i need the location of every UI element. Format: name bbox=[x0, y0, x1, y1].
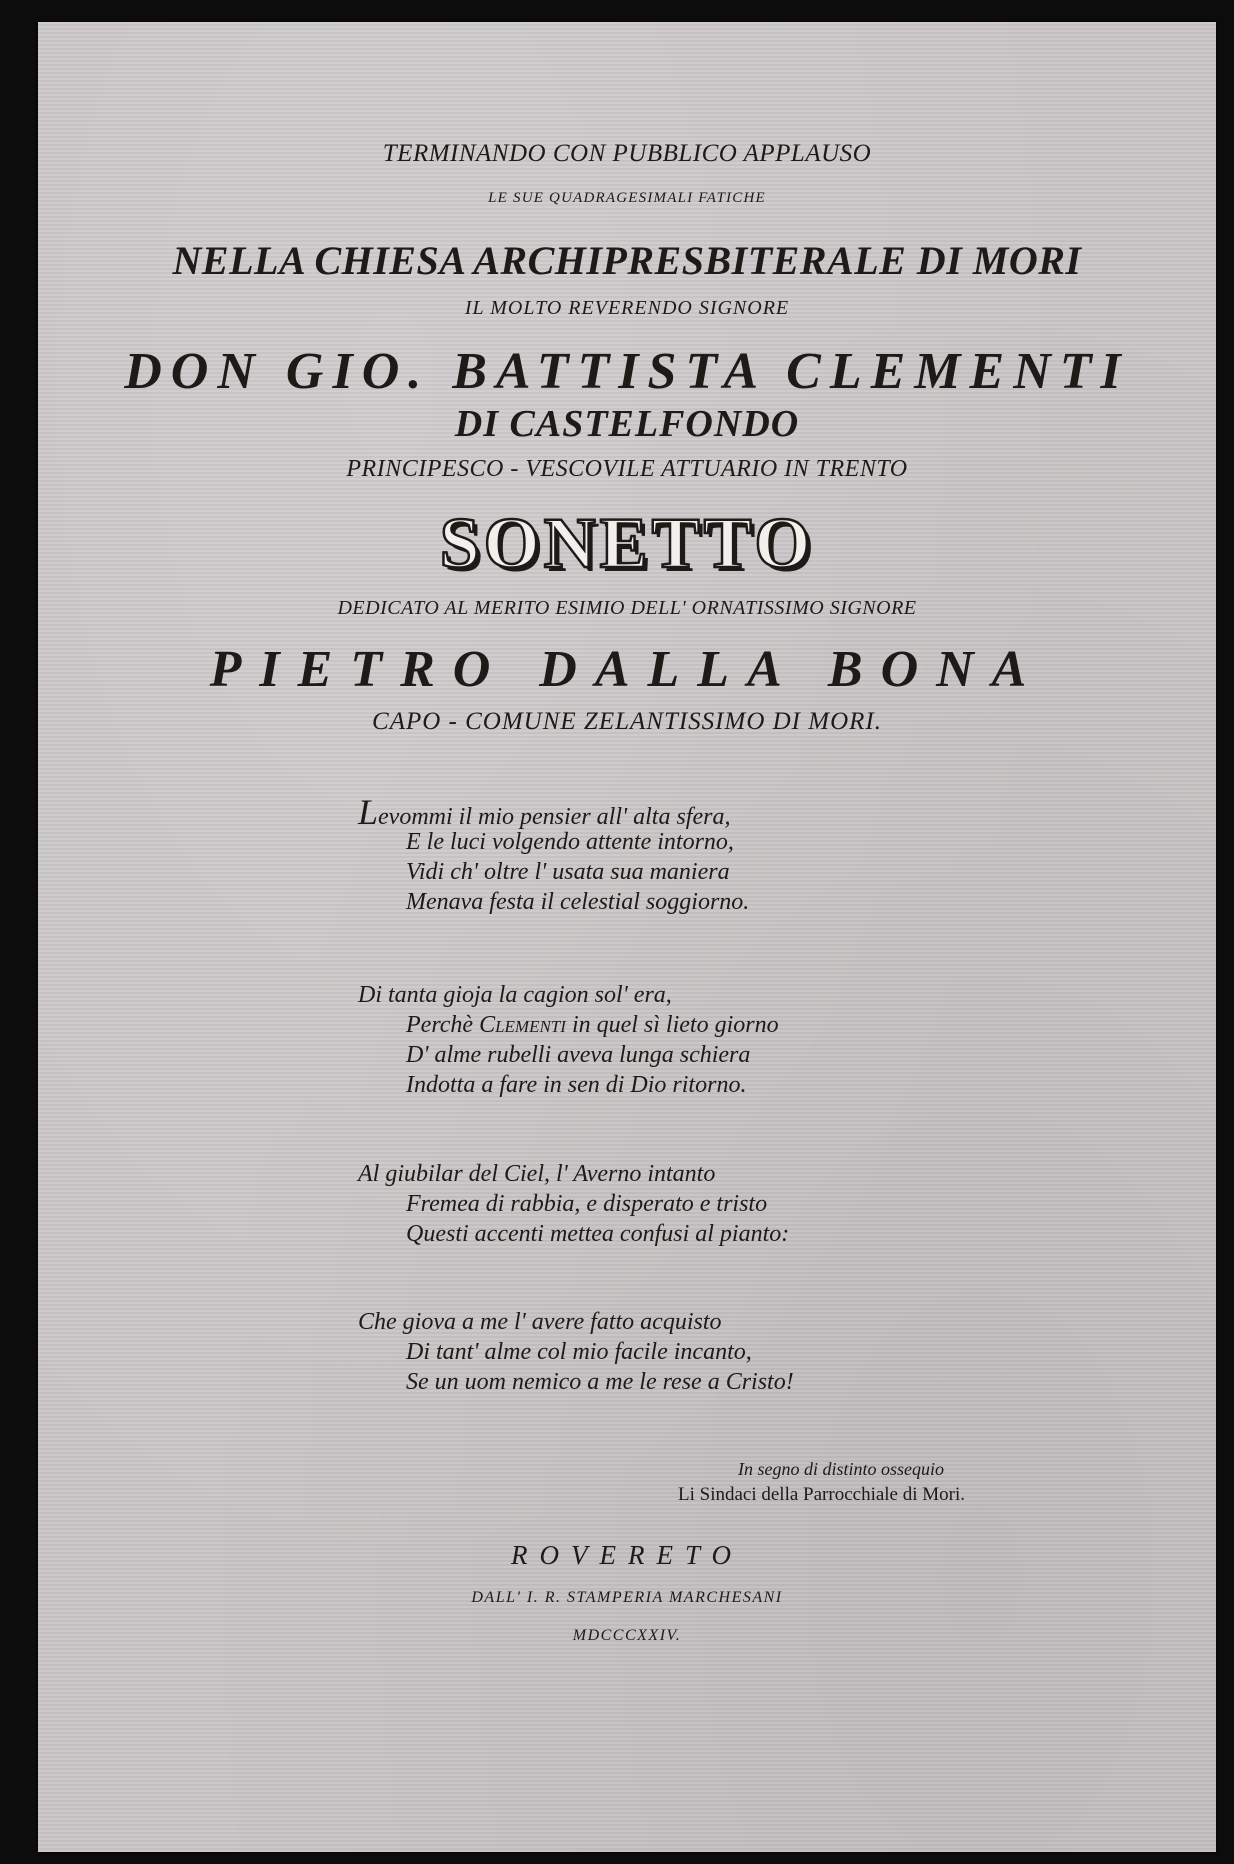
poem-line: Di tant' alme col mio facile incanto, bbox=[406, 1339, 752, 1365]
heading-origin: DI CASTELFONDO bbox=[454, 403, 800, 445]
poem-stanza-4 bbox=[358, 1307, 794, 1397]
poem-line: Questi accenti mettea confusi al pianto: bbox=[406, 1221, 790, 1247]
poem-line bbox=[358, 1010, 779, 1040]
preacher-name-small-caps: Clementi bbox=[479, 1012, 566, 1038]
dedicatee-name: PIETRO DALLA BONA bbox=[209, 641, 1045, 698]
poem-line: Al giubilar del Ciel, l' Averno intanto bbox=[358, 1161, 716, 1187]
poem-line: Che giova a me l' avere fatto acquisto bbox=[358, 1309, 722, 1335]
poem-line: Menava festa il celestial soggiorno. bbox=[406, 889, 750, 915]
imprint-year: MDCCCXXIV. bbox=[572, 1627, 682, 1644]
signature-dedication: In segno di distinto ossequio bbox=[738, 1459, 944, 1479]
imprint-city: ROVERETO bbox=[511, 1540, 743, 1570]
heading-church: NELLA CHIESA ARCHIPRESBITERALE DI MORI bbox=[172, 238, 1082, 283]
poem-line: D' alme rubelli aveva lunga schiera bbox=[406, 1042, 751, 1068]
poem-line-text: Perchè bbox=[406, 1012, 480, 1038]
poem-line bbox=[358, 792, 749, 832]
poem-line-text: evommi il mio pensier all' alta sfera, bbox=[378, 804, 731, 830]
heading-line-4: IL MOLTO REVERENDO SIGNORE bbox=[464, 297, 790, 319]
heading-line-1: TERMINANDO CON PUBBLICO APPLAUSO bbox=[382, 140, 872, 167]
poem-line: Vidi ch' oltre l' usata sua maniera bbox=[406, 859, 730, 885]
poem-stanza-1 bbox=[358, 792, 750, 917]
poem-line: E le luci volgendo attente intorno, bbox=[406, 829, 734, 855]
printed-broadsheet bbox=[38, 22, 1216, 1852]
poem-line: Di tanta gioja la cagion sol' era, bbox=[358, 982, 672, 1008]
poem-line-text: in quel sì lieto giorno bbox=[565, 1012, 779, 1038]
poem-stanza-2 bbox=[358, 980, 779, 1100]
poem-stanza-3 bbox=[358, 1159, 789, 1249]
heading-office: PRINCIPESCO - VESCOVILE ATTUARIO IN TRENTO bbox=[346, 456, 908, 482]
poem-line: Se un uom nemico a me le rese a Cristo! bbox=[406, 1369, 794, 1395]
dedicatee-role: CAPO - COMUNE ZELANTISSIMO DI MORI. bbox=[372, 708, 882, 735]
imprint-printer: DALL' I. R. STAMPERIA MARCHESANI bbox=[471, 1589, 783, 1606]
drop-capital: L bbox=[358, 792, 379, 832]
sonnet-title: SONETTO bbox=[439, 503, 815, 583]
poem-line: Fremea di rabbia, e disperato e tristo bbox=[406, 1191, 768, 1217]
signature-signatories: Li Sindaci della Parrocchiale di Mori. bbox=[678, 1484, 966, 1505]
dedication-line: DEDICATO AL MERITO ESIMIO DELL' ORNATISSIMO SIGNORE bbox=[337, 597, 917, 619]
poem-line: Indotta a fare in sen di Dio ritorno. bbox=[406, 1072, 747, 1098]
heading-line-2: LE SUE QUADRAGESIMALI FATICHE bbox=[488, 190, 766, 206]
heading-preacher-name: DON GIO. BATTISTA CLEMENTI bbox=[124, 343, 1130, 400]
